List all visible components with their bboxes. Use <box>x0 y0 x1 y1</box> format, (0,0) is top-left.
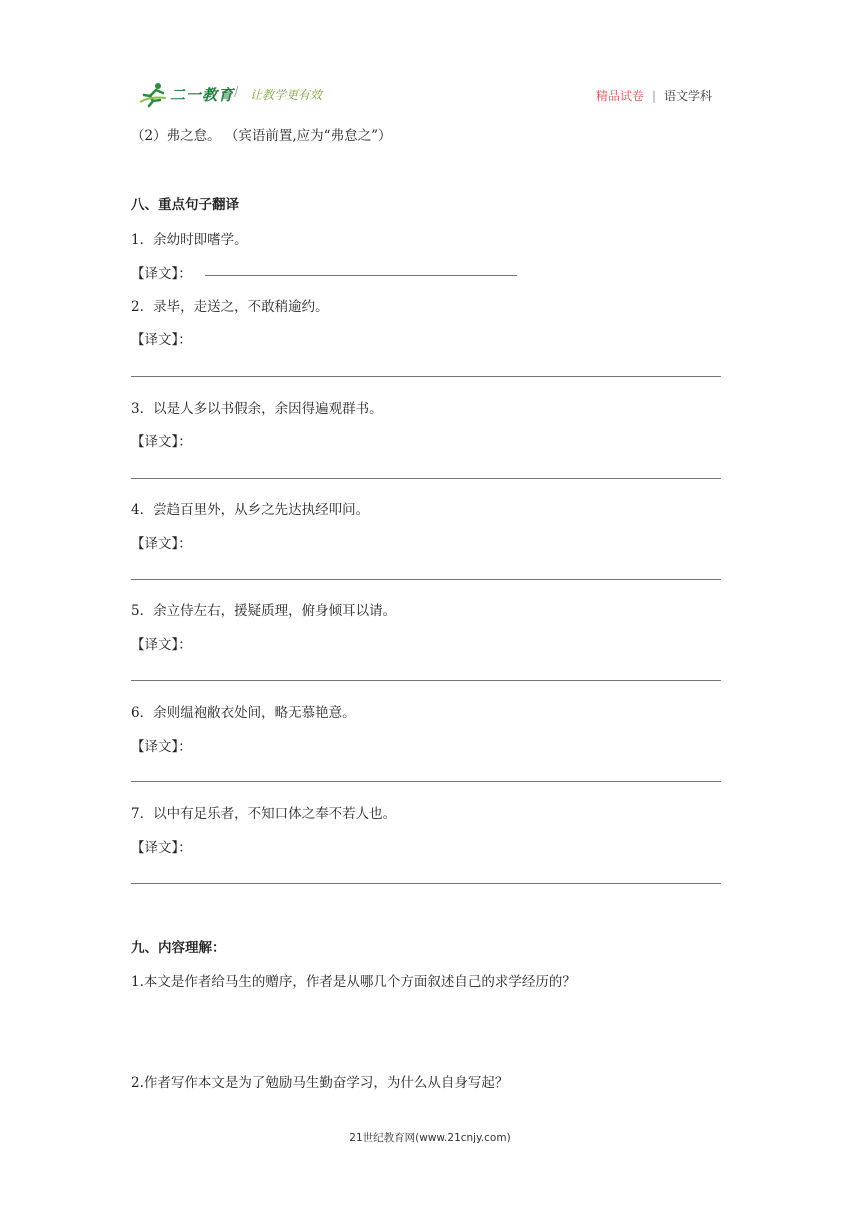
answer-label-3: 【译文】： <box>131 434 192 450</box>
answer-line-4 <box>131 579 721 580</box>
runner-logo-icon <box>138 82 168 108</box>
logo-slogan: 让教学更有效 <box>250 88 323 102</box>
sentence-1: 1．余幼时即嗜学。 <box>131 232 248 248</box>
answer-label-5: 【译文】： <box>131 637 192 653</box>
header-right <box>596 87 712 104</box>
answer-label-7: 【译文】： <box>131 840 192 856</box>
header-separator: | <box>651 88 656 103</box>
answer-line-3 <box>131 478 721 479</box>
sentence-2: 2．录毕，走送之，不敢稍逾约。 <box>131 299 329 315</box>
intro-line: （2）弗之怠。 （宾语前置,应为“弗怠之”） <box>131 128 392 144</box>
page-footer: 21世纪教育网(www.21cnjy.com) <box>349 1132 511 1144</box>
page-header <box>138 82 718 108</box>
section-9-title: 九、内容理解： <box>131 940 226 956</box>
answer-line-2 <box>131 376 721 377</box>
quality-tag: 精品试卷 <box>595 89 644 103</box>
sentence-4: 4．尝趋百里外，从乡之先达执经叩问。 <box>131 502 370 518</box>
answer-label-2: 【译文】： <box>131 332 192 348</box>
answer-line-6 <box>131 781 721 782</box>
section-8-title: 八、重点句子翻译 <box>131 197 239 213</box>
logo-slash: / <box>234 85 239 100</box>
answer-line-1 <box>205 275 517 276</box>
answer-line-7 <box>131 883 721 884</box>
answer-label-6: 【译文】： <box>131 739 192 755</box>
sentence-5: 5．余立侍左右，援疑质理，俯身倾耳以请。 <box>131 603 397 619</box>
answer-line-5 <box>131 680 721 681</box>
logo-text: 二一教育 <box>170 86 235 104</box>
sentence-3: 3．以是人多以书假余，余因得遍观群书。 <box>131 401 383 417</box>
question-2: 2.作者写作本文是为了勉励马生勤奋学习，为什么从自身写起？ <box>131 1075 509 1091</box>
answer-label-1: 【译文】： <box>131 266 192 282</box>
sentence-6: 6．余则缊袍敝衣处间，略无慕艳意。 <box>131 705 356 721</box>
sentence-7: 7．以中有足乐者，不知口体之奉不若人也。 <box>131 806 397 822</box>
answer-label-4: 【译文】： <box>131 536 192 552</box>
question-1: 1.本文是作者给马生的赠序，作者是从哪几个方面叙述自己的求学经历的？ <box>131 974 576 990</box>
subject-label: 语文学科 <box>663 89 712 103</box>
